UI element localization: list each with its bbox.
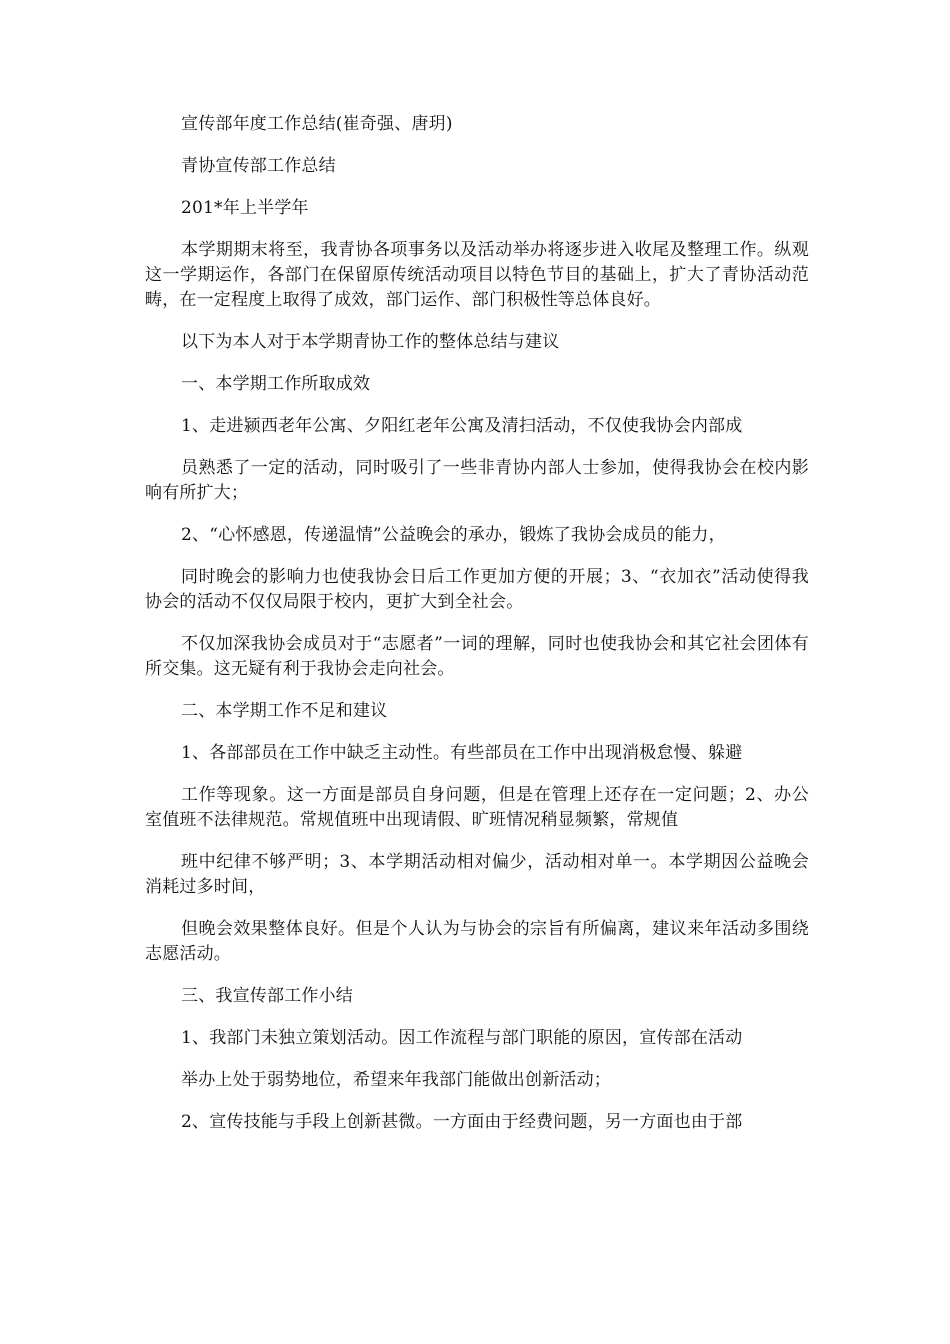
body-paragraph: 举办上处于弱势地位，希望来年我部门能做出创新活动； [181,1070,611,1090]
body-paragraph: 1、各部部员在工作中缺乏主动性。有些部员在工作中出现消极怠慢、躲避 [181,743,743,763]
body-paragraph: 不仅加深我协会成员对于“志愿者”一词的理解，同时也使我协会和其它社会团体有所交集。这无疑有利于我协会走向社会。 [145,634,809,679]
body-paragraph: 但晚会效果整体良好。但是个人认为与协会的宗旨有所偏离，建议来年活动多围绕志愿活动。 [145,919,809,964]
document-term: 201*年上半学年 [181,198,309,218]
body-paragraph: 1、我部门未独立策划活动。因工作流程与部门职能的原因，宣传部在活动 [181,1028,743,1048]
body-paragraph: 同时晚会的影响力也使我协会日后工作更加方便的开展；3、“衣加衣”活动使得我协会的活动不仅仅局限于校内，更扩大到全社会。 [145,567,809,612]
section-heading-achievements: 一、本学期工作所取成效 [181,374,371,394]
body-paragraph: 工作等现象。这一方面是部员自身问题，但是在管理上还存在一定问题；2、办公室值班不法律规范。常规值班中出现请假、旷班情况稍显频繁，常规值 [145,785,809,830]
intro-paragraph: 本学期期末将至，我青协各项事务以及活动举办将逐步进入收尾及整理工作。纵观这一学期运作，各部门在保留原传统活动项目以特色节目的基础上，扩大了青协活动范畴，在一定程度上取得了成效，部门运作、部门积极性等总体良好。 [145,240,809,310]
body-paragraph: 2、宣传技能与手段上创新甚微。一方面由于经费问题，另一方面也由于部 [181,1112,743,1132]
section-heading-shortcomings: 二、本学期工作不足和建议 [181,701,388,721]
body-paragraph: 2、“心怀感恩，传递温情”公益晚会的承办，锻炼了我协会成员的能力， [181,525,726,545]
document-body [145,112,809,1152]
section-heading-department-summary: 三、我宣传部工作小结 [181,986,353,1006]
summary-lead: 以下为本人对于本学期青协工作的整体总结与建议 [181,332,560,352]
body-paragraph: 班中纪律不够严明；3、本学期活动相对偏少，活动相对单一。本学期因公益晚会消耗过多时间， [145,852,809,897]
body-paragraph: 员熟悉了一定的活动，同时吸引了一些非青协内部人士参加，使得我协会在校内影响有所扩大； [145,458,809,503]
document-title: 宣传部年度工作总结(崔奇强、唐玥) [181,114,453,134]
body-paragraph: 1、走进颍西老年公寓、夕阳红老年公寓及清扫活动，不仅使我协会内部成 [181,416,743,436]
document-subtitle: 青协宣传部工作总结 [181,156,336,176]
